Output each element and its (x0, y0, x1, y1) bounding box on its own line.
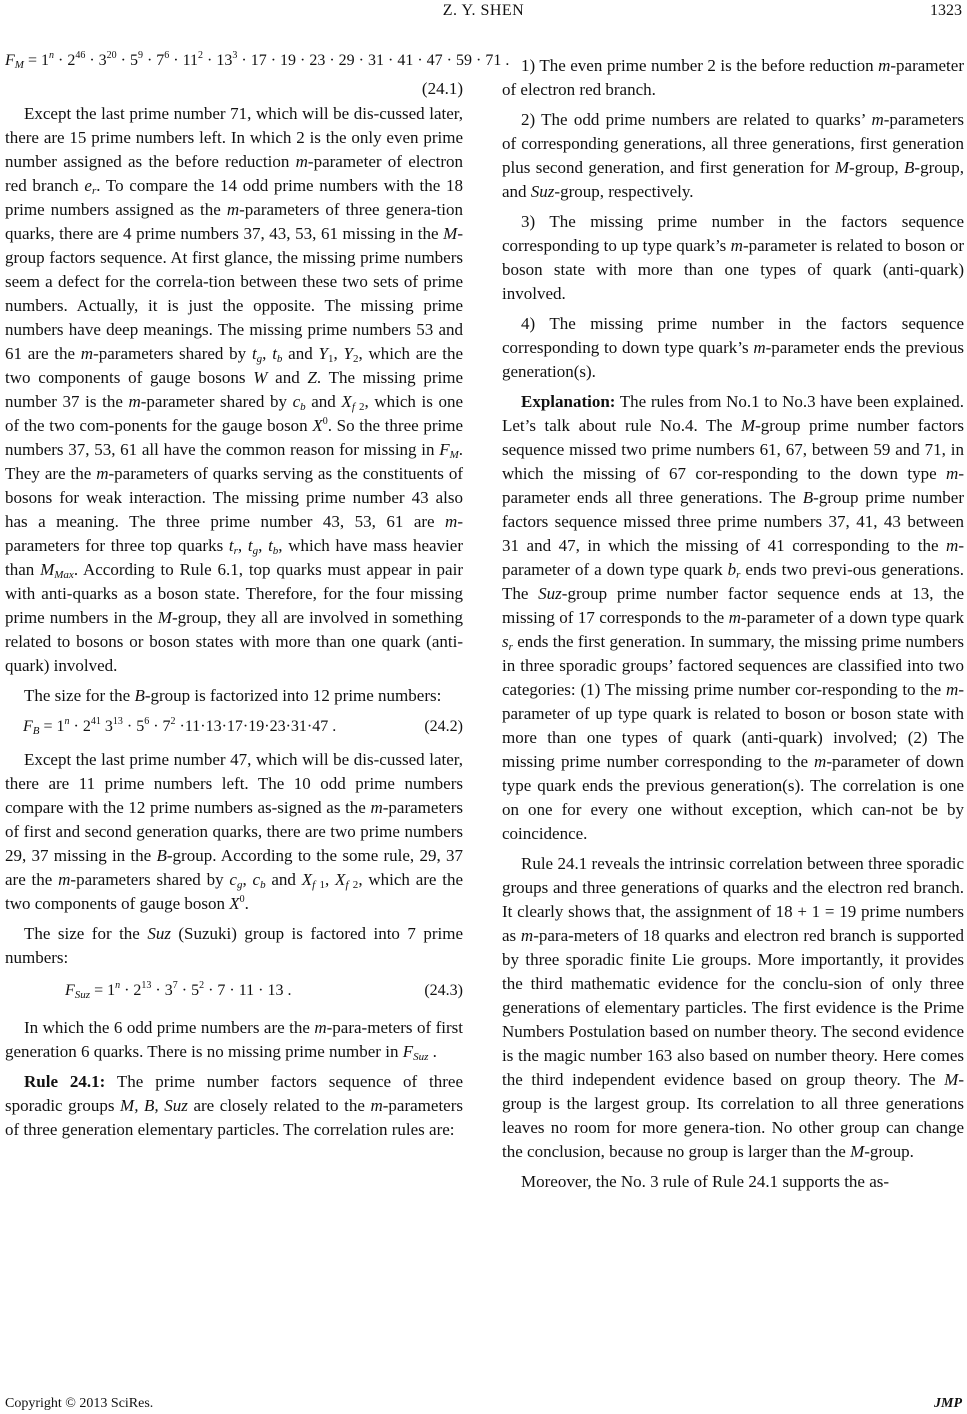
left-column (5, 46, 510, 1142)
journal-name: JMP (934, 1396, 962, 1411)
running-head-author: Z. Y. SHEN (442, 2, 525, 19)
equation-24-2-formula: $F_B = 1^n \cdot 2^{41}$ $3^{13} \cdot 5^6 \cdot 7^2 \cdot 11\cdot 13\cdot 17\cdot 19\cdot 23\cdot 31\cdot 47$ . (23, 716, 337, 737)
paragraph-missing-primes-m-group: Except the last prime number 71, which will be dis-cussed later, there are 15 prime numbers left. In which 2 is the only even prime number assigned as the before reduction m-parameter of electron red branch $e_r$. To compare the 14 odd prime numbers with the 18 prime numbers assigned as the m-parameters of three genera-tion quarks, there are 4 prime numbers 37, 43, 53, 61 missing in the M-group factors sequence. At first glance, the missing prime numbers seem a defect for the correla-tion between these two sets of prime numbers. Actually, it is just the opposite. The missing prime numbers have deep meanings. The missing prime numbers 53 and 61 are the m-parameters shared by $t_g$, $t_b$ and $Y_1$, $Y_2$, which are the two components of gauge bosons W and Z. The missing prime number 37 is the m-parameter shared by $c_b$ and $X_{f 2}$, which is one of the two com-ponents for the gauge boson $X^0$. So the three prime numbers 37, 53, 61 all have the common reason for missing in $F_M$. They are the m-parameters of quarks serving as the constituents of bosons for weak interaction. The missing prime number 43 also has a meaning. The three prime number 43, 53, 61 are m-parameters for three top quarks $t_r$, $t_g$, $t_b$, which have mass heavier than $M_{Max}$. According to Rule 6.1, top quarks must appear in pair with anti-quarks as a boson state. Therefore, for the four missing prime numbers in the M-group, they all are involved in something related to bosons or boson states with more than one quark (anti-quark) involved. (5, 104, 464, 675)
rule-item-1: 1) The even prime number 2 is the before reduction m-parameter of electron red branch. (502, 56, 964, 99)
paragraph-b-group-intro: The size for the B-group is factorized into 12 prime numbers: (24, 686, 442, 705)
rule-24-1-label: Rule 24.1: (24, 1072, 106, 1091)
equation-24-3 (5, 976, 463, 1006)
page-header (0, 0, 967, 24)
paragraph-rule-24-1: Rule 24.1: The prime number factors sequence of three sporadic groups M, B, Suz are closely related to the m-parameters of three generation elementary particles. The correlation rules are: (5, 1072, 463, 1139)
equation-24-2-number: (24.2) (424, 718, 463, 735)
equation-24-3-formula: $F_{Suz} = 1^n \cdot 2^{13} \cdot 3^7 \cdot 5^2 \cdot 7 \cdot 11 \cdot 13$ . (65, 980, 292, 1001)
page-footer (0, 1396, 967, 1414)
copyright-notice: Copyright © 2013 SciRes. (5, 1396, 154, 1411)
rule-item-4: 4) The missing prime number in the factors sequence corresponding to down type quark’s m-parameter ends the previous generation(s). (502, 314, 964, 381)
equation-24-1-number: (24.1) (421, 79, 463, 98)
paragraph-explanation: Explanation: The rules from No.1 to No.3 have been explained. Let’s talk about rule No.4. The M-group prime number factors sequence missed two prime numbers 61, 67, between 59 and 71, in which the missing of 67 cor-responding to the down type m-parameter ends all three generations. The B-group prime number factors sequence missed three prime numbers 37, 41, 43 between 31 and 47, in which the missing of 41 corresponding to the m-parameter of a down type quark $b_r$ ends two previ-ous generations. The Suz-group prime number factor sequence ends at 13, the missing of 17 corresponds to the m-parameter of a down type quark $s_r$ ends the first generation. In summary, the missing prime numbers in three sporadic groups’ factored sequences are classified into two categories: (1) The missing prime number cor-responding to the m-parameter of up type quark is related to boson or boson state with more than one types of quark (anti-quark) involved; (2) The missing prime number corresponding to the m-parameter of down type quark ends the previous generation(s). The correlation is one on one for every one without exception, which can-not be by coincidence. (502, 392, 965, 843)
equation-24-1-formula: $F_M = 1^n \cdot 2^{46} \cdot 3^{20} \cdot 5^9 \cdot 7^6 \cdot 11^2 \cdot 13^3 \cdot 17 \cdot 19 \cdot 23 \cdot 29 \cdot 31 \cdot 41 \cdot 47 \cdot 59 \cdot 71$ . (5, 50, 510, 71)
equation-24-2 (5, 712, 463, 742)
equation-24-1 (5, 46, 510, 76)
page-number: 1323 (930, 2, 962, 19)
paragraph-three-generations-evidence: Rule 24.1 reveals the intrinsic correlation between three sporadic groups and three generations of quarks and the electron red branch. It clearly shows that, the assignment of 18 + 1 = 19 prime numbers as m-para-meters of 18 quarks and electron red branch is supported by three sporadic finite Lie groups. More importantly, it provides the third mathematic evidence for the conclu-sion of only three generations of elementary particles. The first evidence is the Prime Numbers Postulation based on number theory. The second evidence is the magic number 163 also based on number theory. Here comes the third independent evidence based on group theory. The M-group is the largest group. Its correlation to all three generations leaves no room for more genera-tion. No other group can change the conclusion, because no group is larger than the M-group. (502, 854, 964, 1161)
paragraph-suz-group-intro: The size for the Suz (Suzuki) group is factored into 7 prime numbers: (5, 924, 464, 967)
paragraph-moreover: Moreover, the No. 3 rule of Rule 24.1 supports the as- (521, 1172, 890, 1191)
paragraph-missing-primes-b-group: Except the last prime number 47, which will be dis-cussed later, there are 11 prime numbers left. The 10 odd prime numbers compare with the 12 prime numbers as-signed as the m-parameters of first and second generation quarks, there are two prime numbers 29, 37 missing in the B-group. According to the some rule, 29, 37 are the m-parameters shared by $c_g$, $c_b$ and $X_{f 1}$, $X_{f 2}$, which are the two components of gauge boson $X^0$. (5, 750, 464, 913)
equation-24-3-number: (24.3) (424, 982, 463, 999)
explanation-label: Explanation: (521, 392, 616, 411)
right-column (502, 46, 964, 1194)
paragraph-suz-no-missing: In which the 6 odd prime numbers are the m-para-meters of first generation 6 quarks. There is no missing prime number in $F_{Suz}$ . (5, 1018, 463, 1063)
rule-item-3: 3) The missing prime number in the factors sequence corresponding to up type quark’s m-parameter is related to boson or boson state with more than one types of quark (anti-quark) involved. (502, 212, 964, 303)
rule-item-2: 2) The odd prime numbers are related to quarks’ m-parameters of corresponding generations, all three generations, first generation plus second generation, and first generation for M-group, B-group, and Suz-group, respectively. (502, 110, 964, 201)
